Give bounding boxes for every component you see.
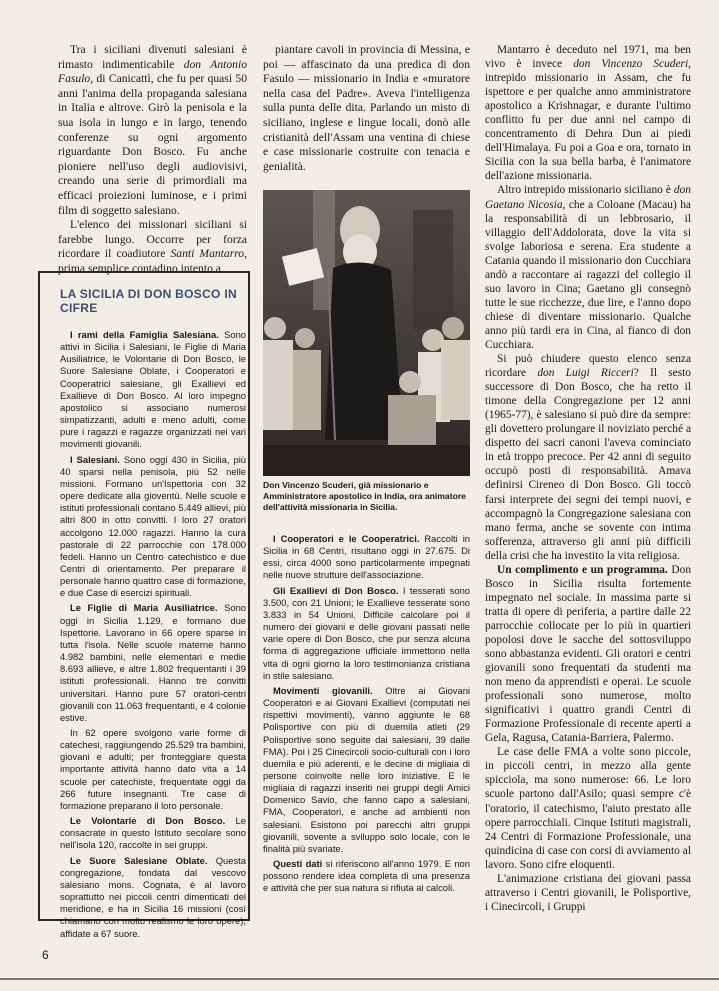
column-middle-bottom (263, 533, 470, 895)
paragraph-text: Questa congregazione, fondata dal vescovo salesiano mons. Cognata, è al lavoro soprattutto nei piccoli centri dimenticati del meridione, e ha in Sicilia 16 missioni (così chiamano con molto realismo le loro opere), affidate a 67 suore. (60, 854, 246, 939)
paragraph-text: Sono attivi in Sicilia i Salesiani, le Figlie di Maria Ausiliatrice, le Volontarie di Don Bosco, le Suore Salesiane Oblate, i Cooperatori e Cooperatrici salesiane, gli Exallievi ed Exallieve di Don Bosco. Al loro impegno apostolico si associano numerosi simpatizzanti, adulti e meno adulti, come pure i ragazzi e ragazze organizzati nei vari movimenti giovanili. (60, 329, 246, 450)
paragraph-heading: Le Figlie di Maria Ausiliatrice. (70, 602, 218, 614)
article-paragraph (485, 43, 691, 183)
text-run: , che a Coloane (Macau) ha la responsabilità di un lebbrosario, il villaggio dell'Addolorata, dove la vita si svolge laboriosa e serena. Era studente a Catania quando il missionario don Cucchiara andò a raccontare ai ragazzi del collegio il suo lavoro in Cina; Gaetano gli consegnò tutte le sue ricchezze, due lire, e l'anno dopo chiese di diventare missionario. Qualche anno più tardi era in Cina, al fianco di don Cucchiara. (485, 198, 691, 351)
box-paragraph (263, 585, 470, 682)
paragraph-heading: Gli Exallievi di Don Bosco. (273, 584, 399, 596)
box-paragraph (263, 685, 470, 855)
article-paragraph (58, 43, 247, 218)
paragraph-heading: I Cooperatori e le Cooperatrici. (273, 533, 420, 544)
column-middle-top (263, 43, 470, 174)
paragraph-heading: Movimenti giovanili. (273, 684, 373, 696)
paragraph-text: Raccolti in Sicilia in 68 Centri, risultano oggi in 27.675. Di essi, circa 4000 sono particolarmente impegnati nelle nuove strutture dell'associazione. (263, 533, 470, 581)
page-number: 6 (42, 948, 49, 962)
article-paragraph (485, 872, 691, 914)
emphasis-name: don Gaetano Nicosia (485, 184, 691, 211)
paragraph-heading: I rami della Famiglia Salesiana. (70, 329, 219, 340)
text-run: piantare cavoli in provincia di Messina, e poi — affascinato da una predica di don Fasulo — missionario in India e «muratore nella casa del Padre». Aveva l'intelligenza sulla punta delle dita. Parlando un misto di siciliano, inglese e lingue locali, donò alle cristianità dell'Assam una ventina di chiese e case missionarie costruite con tenacia e genialità. (263, 43, 470, 173)
photo-caption: Don Vincenzo Scuderi, già missionario e Amministratore apostolico in India, ora animatore dell'attività missionaria in Sicilia. (263, 480, 466, 512)
paragraph-text: Sono oggi 430 in Sicilia, più 40 sparsi nella penisola, più 52 nelle missioni. Formano un'Ispettoria con 32 opere dedicate alla gioventù. Nelle scuole e istituti professionali contano 5.449 allievi, più altri 800 in otto convitti. I loro 27 oratori accolgono 12.000 ragazzi. Hanno la cura pastorale di 22 parrocchie con 178.000 fedeli. Hanno un Centro catechistico e due Centri di orientamento. Per preparare il personale hanno quattro case di formazione, e due Case di esercizi spirituali. (60, 453, 246, 599)
photo (263, 190, 470, 476)
text-run: Mantarro è deceduto nel 1971, ma ben vivo è invece (485, 44, 691, 71)
box-paragraph (60, 602, 246, 724)
text-run: , di Canicattì, che fu per quasi 50 anni l'anima della propaganda salesiana in Italia e altrove. Girò la penisola e la sua isola in lungo e in largo, tenendo conferenze su ogni argomento riguardante Don Bosco. Fu anche pioniere nell'uso degli audiovisivi, creando una serie di primordiali ma efficaci proiezioni luminose, e i primi film di soggetto salesiano. (58, 72, 247, 217)
text-run: Altro intrepido missionario siciliano è (497, 184, 674, 197)
run-in-heading: Un complimento e un programma. (497, 563, 668, 576)
box-paragraph (60, 454, 246, 600)
box-title: LA SICILIA DI DON BOSCO IN CIFRE (60, 287, 237, 315)
article-paragraph (485, 563, 691, 746)
paragraph-heading: Le Suore Salesiane Oblate. (70, 854, 208, 866)
article-paragraph (263, 43, 470, 174)
text-run: L'elenco dei missionari siciliani si farebbe lungo. Occorre per forza ricordare il coadiutore (58, 218, 247, 261)
paragraph-heading: Le Volontarie di Don Bosco. (70, 815, 226, 827)
column-left (58, 43, 247, 277)
box-paragraph (60, 727, 246, 812)
box-paragraph (60, 329, 246, 451)
article-paragraph (485, 352, 691, 563)
box-paragraph (60, 855, 246, 940)
text-run: Le case delle FMA a volte sono piccole, in piccoli centri, in mezzo alla gente spicciola, ma sono numerose: 66. Le loro scuole partono dall'Asilo; quasi sempre c'è l'oratorio, il catechismo, l'aiuto prestato alle opere parrocchiali. Cinque Istituti magistrali, 24 Centri di Formazione Professionale, una quindicina di case con corsi di avviamento al lavoro. Sono cifre eloquenti. (485, 746, 691, 871)
box-paragraph (263, 533, 470, 582)
box-paragraph (263, 858, 470, 894)
emphasis-name: don Antonio Fasulo (58, 57, 247, 86)
text-run: Tra i siciliani divenuti salesiani è rimasto indimenticabile (58, 43, 247, 71)
emphasis-name: Santi Mantarro (170, 247, 245, 261)
paragraph-text: Sono oggi in Sicilia 1.129, e formano due Ispettorie. Lavorano in 66 opere sparse in tutta l'isola. Nelle scuole materne hanno 4.982 bambini, nelle elementari e medie 8.693 allieve, e altre 1.802 frequentanti i 39 istituti professionali. Hanno tre convitti universitari. Hanno pure 57 oratori-centri giovanili con 11.063 frequentanti, e 4 colonie estive. (60, 602, 247, 723)
article-paragraph (485, 745, 691, 871)
paragraph-heading: Questi dati (273, 858, 323, 870)
text-run: , intrepido missionario in Assam, che fu ispettore e per qualche anno amministratore apostolico a Krishnagar, e durante l'ultimo conflitto fu per due anni nel campo di concentramento di Dehra Dun ai piedi dell'Himalaya. Fu poi a Goa e ora, tornato in Sicilia con la sua bella barba, è l'animatore dell'azione missionaria. (485, 58, 691, 183)
paragraph-text: Le consacrate in questo Istituto secolare sono nell'isola 120, raccolte in sei gruppi. (60, 815, 246, 851)
emphasis-name: don Luigi Ricceri (537, 367, 634, 380)
emphasis-name: don Vincenzo Scuderi (573, 58, 689, 71)
paragraph-text: si riferiscono all'anno 1979. E non possono rendere idea completa di una presenza e attività che per sua natura si rifiuta ai calcoli. (263, 858, 470, 894)
text-run: ? Il sesto successore di Don Bosco, che ha retto il timone della Congregazione per 12 anni (1965-77), è salesiano si può dire da sempre: gli dovettero prolungare il noviziato perché a dispetto dei sacri canoni l'aveva cominciato in età troppo precoce. Per 42 anni di seguito occupò posti di responsabilità. Amava definirsi Cireneo di Don Bosco. Gli toccò farsi interprete dei segni dei tempi nuovi, e accompagnò la Congregazione salesiana con mano ferma, anche se sovente con intima sofferenza, attraverso gli anni più difficili della crisi che ha investito la vita religiosa. (485, 367, 691, 562)
paragraph-text: In 62 opere svolgono varie forme di catechesi, raggiungendo 25.529 tra bambini, giovani e adulti; per fronteggiare questa importante attività hanno dato vita a 14 scuole per catechiste, frequentate oggi da 266 future insegnanti. Tre case di formazione preparano il loro personale. (60, 727, 246, 811)
box-paragraph (60, 815, 246, 851)
bottom-rule (0, 978, 719, 980)
paragraph-text: Oltre ai Giovani Cooperatori e ai Giovani Exallievi (computati nei rispettivi movimenti), vanno aggiunte le 68 Polisportive con più di duemila atleti (29 Polisportive sono seguite dai salesiani, 39 dalle FMA). Poi i 25 Cinecircoli socio-culturali con i loro duemila e più aderenti, e le decine di migliaia di persone coinvolte nelle loro iniziative. E le migliaia di ragazzi inseriti nei gruppi degli Amici Domenico Savio, che fanno capo a salesiani, FMA, Cooperatori, e anche ad ambienti non salesiani. Esistono poi parecchi altri gruppi giovanili, sovente a sviluppo solo locale, con le finalità più svariate. (263, 684, 470, 854)
statistics-box (38, 271, 250, 939)
text-run: , prima semplice contadino intento a (58, 247, 247, 275)
column-right (485, 43, 691, 914)
box-body (60, 329, 246, 940)
article-paragraph (58, 218, 247, 276)
text-run: L'animazione cristiana dei giovani passa attraverso i Centri giovanili, le Polisportive, i Cinecircoli, i Gruppi (485, 872, 691, 913)
text-run: Don Bosco in Sicilia risulta fortemente impegnato nel sociale. In massima parte si tratta di opere di periferia, a partire dalle 22 parrocchie collocate per lo più in quartieri popolosi dove le sacche del sottosviluppo sono abbastanza evidenti. Gli oratori e centri giovanili sono frequentati da studenti ma non meno da apprendisti e operai. Le scuole professionali sono numerose, molto significativi i quattro grandi Centri di Formazione Professionale di recente aperti a Gela, Ragusa, Catania-Barriera, Palermo. (485, 563, 692, 745)
photo-illustration (263, 190, 470, 476)
paragraph-text: I tesserati sono 3.500, con 21 Unioni; le Exallieve tesserate sono 3.833 in 54 Unioni. Difficile calcolare poi il numero dei giovani e delle giovani passati nelle varie opere di Don Bosco, che pur senza alcuna forma di aggregazione ufficiale immettono nella vita di ogni giorno la loro testimonianza cristiana in stile salesiano. (263, 584, 470, 681)
article-paragraph (485, 183, 691, 352)
paragraph-heading: I Salesiani. (70, 453, 120, 465)
text-run: Si può chiudere questo elenco senza ricordare (485, 353, 691, 380)
